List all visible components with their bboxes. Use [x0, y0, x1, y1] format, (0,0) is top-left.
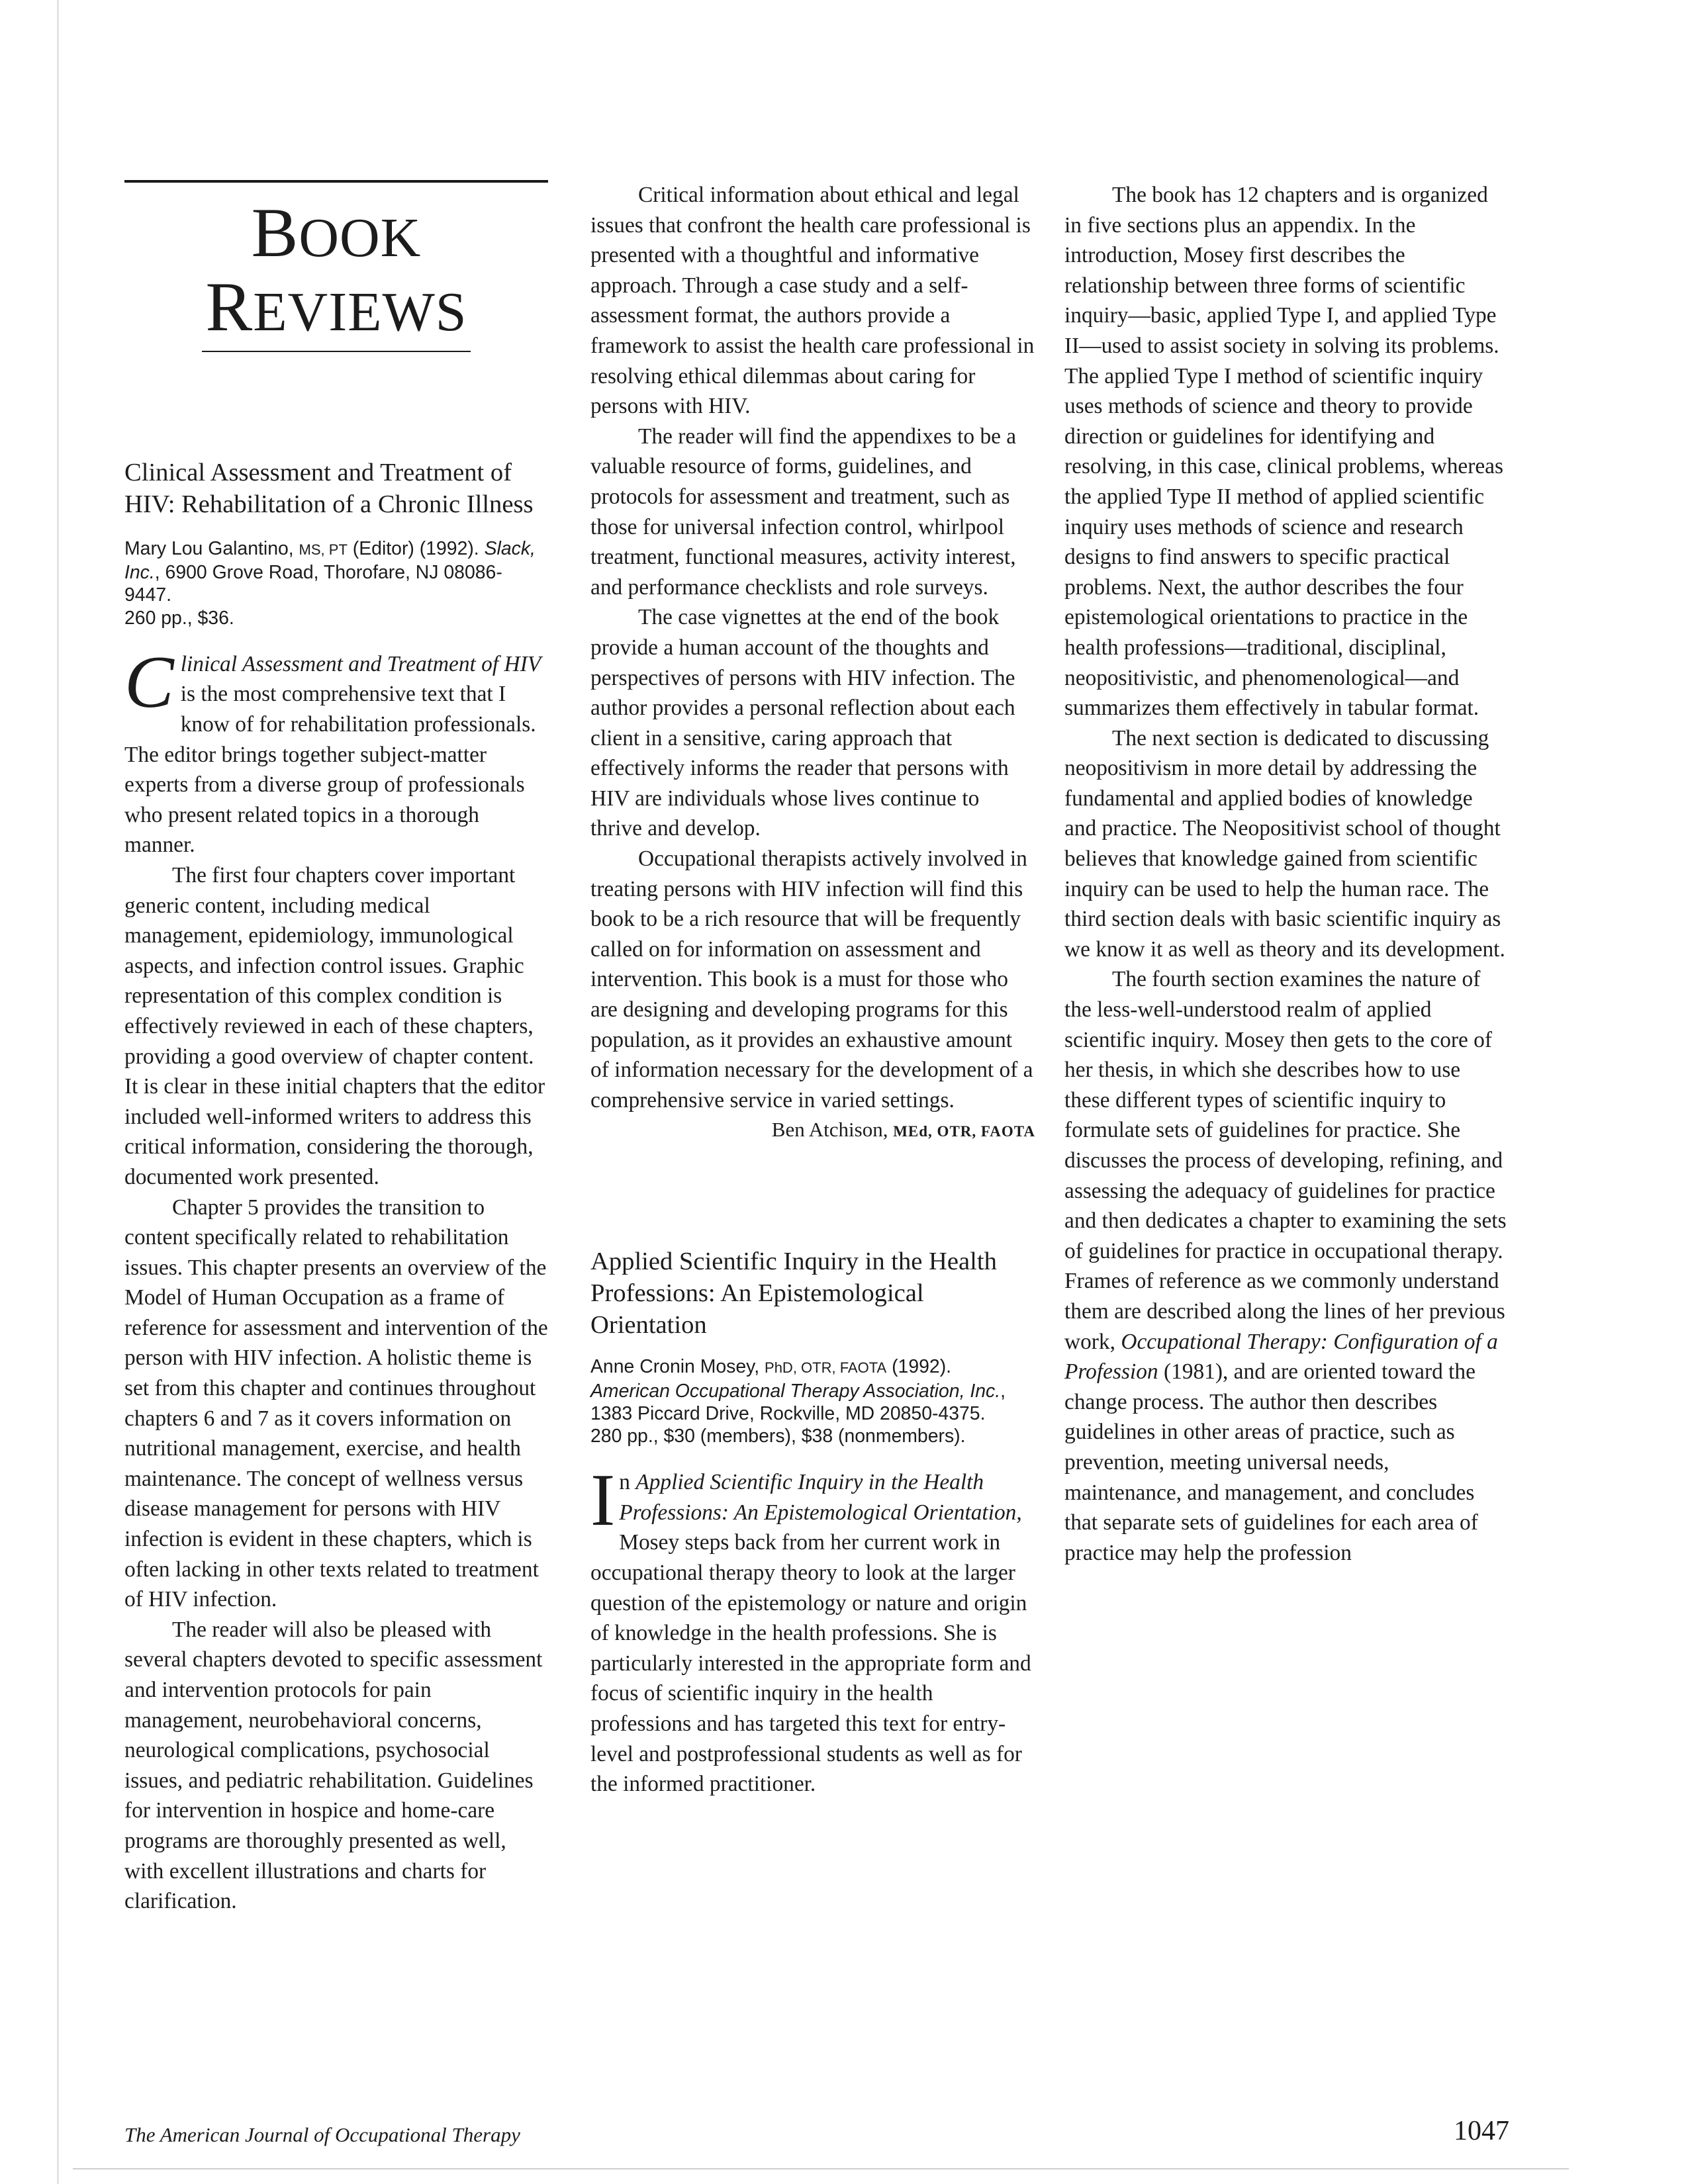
review-2-publisher: American Occupational Therapy Association, Inc.	[590, 1380, 1001, 1402]
review-1-book-title: Clinical Assessment and Treatment of HIV: Rehabilitation of a Chronic Illness	[124, 459, 534, 518]
title-initial-1: B	[251, 194, 299, 271]
review-2-paragraph-4-text-a: The fourth section examines the nature of the less-well-understood realm of applied scientific inquiry. Mosey then gets to the core of her thesis, in which she describes how to use these different types of scientific inquiry to formulate sets of guidelines for practice. She discusses the process of developing, refining, and assessing the adequacy of guidelines for practice and then dedicates a chapter to examining the sets of guidelines for practice in occupational therapy. Frames of reference as we commonly understand them are described along the lines of her previous work,	[1064, 967, 1507, 1354]
review-2-author-credentials: PhD, OTR, FAOTA	[765, 1359, 887, 1377]
review-2-paragraph-4-text-b: (1981), and are oriented toward the change process. The author then describes guidelines in other areas of practice, such as prevention, meeting universal needs, maintenance, and management, and concludes that separate sets of guidelines for each area of practice may help the profession	[1064, 1359, 1478, 1565]
review-1-reviewer-credentials: MEd, OTR, FAOTA	[893, 1123, 1035, 1140]
review-1-paragraph-8: Occupational therapists actively involved in treating persons with HIV infection will find this book to be a rich resource that will be frequently called on for information on assessment and intervention. This book is a must for those who are designing and developing programs for this population, as it provides an exhaustive amount of information necessary for the development of a comprehensive service in varied settings.	[590, 846, 1033, 1113]
column-3	[1064, 180, 1509, 1568]
column-1	[124, 180, 548, 1917]
section-title-line-1	[124, 194, 548, 273]
review-1-paragraph-5: Critical information about ethical and legal issues that confront the health care professional is presented with a thoughtful and informative approach. Through a case study and a self-assessment format, the authors provide a framework to assist the health care professional in resolving ethical dilemmas about caring for persons with HIV.	[590, 183, 1035, 419]
review-1-address: , 6900 Grove Road, Thorofare, NJ 08086-9447.	[124, 562, 502, 606]
journal-footer: The American Journal of Occupational Therapy	[124, 2123, 520, 2146]
title-rest-1: OOK	[299, 207, 422, 269]
review-1-paragraph-7: The case vignettes at the end of the book provide a human account of the thoughts and perspectives of persons with HIV infection. The author provides a personal reflection about each client in a sensitive, caring approach that effectively informs the reader that persons with HIV are individuals whose lives continue to thrive and develop.	[590, 605, 1015, 841]
review-2-book-title: Applied Scientific Inquiry in the Health Professions: An Epistemological Orientation	[590, 1248, 997, 1340]
title-rest-2: EVIEWS	[253, 281, 467, 343]
review-1-reviewer-name: Ben Atchison,	[771, 1118, 894, 1142]
review-1-intro-text: is the most comprehensive text that I know of for rehabilitation professionals. The editor brings together subject-matter experts from a diverse group of professionals who present related topics in a thorough manner.	[124, 682, 536, 858]
review-1-paragraph-3: Chapter 5 provides the transition to content specifically related to rehabilitation issues. This chapter presents an overview of the Model of Human Occupation as a frame of reference for assessment and intervention of the person with HIV infection. A holistic theme is set from this chapter and continues throughout chapters 6 and 7 as it covers information on nutritional management, exercise, and health maintenance. The concept of wellness versus disease management for persons with HIV infection is evident in these chapters, which is often lacking in other texts related to treatment of HIV infection.	[124, 1195, 548, 1612]
review-2-paragraph-1	[590, 1459, 1035, 1799]
review-2-intro-italic: Applied Scientific Inquiry in the Health Professions: An Epistemological Orientation,	[619, 1470, 1022, 1525]
review-2-citation	[590, 1355, 1035, 1447]
review-2-intro-lead: n	[619, 1470, 636, 1495]
review-1-intro-italic: linical Assessment and Treatment of HIV	[180, 651, 541, 676]
review-1-author-role: (Editor) (1992).	[347, 538, 479, 559]
review-1-paragraph-4: The reader will also be pleased with several chapters devoted to specific assessment and intervention protocols for pain management, neurobehavioral concerns, neurological complications, psychosocial issues, and pediatric rehabilitation. Guidelines for intervention in hospice and home-care programs are thoroughly presented as well, with excellent illustrations and charts for clarification.	[124, 1617, 543, 1914]
review-1-drop-cap: C	[124, 641, 174, 723]
title-initial-2: R	[205, 268, 254, 345]
review-1-paragraph-1	[124, 641, 548, 860]
review-2-paragraph-4	[1064, 964, 1509, 1568]
review-2-address: , 1383 Piccard Drive, Rockville, MD 20850-4375.	[590, 1380, 1006, 1424]
review-2-paragraph-3: The next section is dedicated to discussing neopositivism in more detail by addressing the fundamental and applied bodies of knowledge and practice. The Neopositivist school of thought believes that knowledge gained from scientific inquiry can be used to help the human race. The third section deals with basic scientific inquiry as we know it as well as theory and its development.	[1064, 725, 1505, 962]
review-2-drop-cap: I	[590, 1459, 616, 1542]
review-1-paragraph-6: The reader will find the appendixes to be a valuable resource of forms, guidelines, and protocols for assessment and treatment, such as those for universal infection control, whirlpool treatment, functional measures, activity interest, and performance checklists and role surveys.	[590, 424, 1017, 600]
section-title-line-2	[124, 268, 548, 347]
review-1-citation	[124, 537, 548, 629]
review-1-author: Mary Lou Galantino,	[124, 538, 299, 559]
review-2-cited-work: Occupational Therapy: Configuration of a Profession	[1064, 1329, 1498, 1385]
review-1-publisher: Slack, Inc.	[124, 538, 536, 584]
scan-edge	[57, 0, 59, 2184]
review-2-intro-text: Mosey steps back from her current work in occupational therapy theory to look at the larger question of the epistemology or nature and origin of knowledge in the health professions. She is particularly interested in the appropriate form and focus of scientific inquiry in the health professions and has targeted this text for entry-level and postprofessional students as well as for the informed practitioner.	[590, 1530, 1031, 1797]
section-title	[124, 183, 548, 347]
page-number: 1047	[1454, 2116, 1509, 2146]
column-2	[590, 180, 1035, 1799]
review-2-paragraph-2: The book has 12 chapters and is organized in five sections plus an appendix. In the introduction, Mosey first describes the relationship between three forms of scientific inquiry—basic, applied Type I, and applied Type II—used to assist society in solving its problems. The applied Type I method of scientific inquiry uses methods of science and theory to provide direction or guidelines for identifying and resolving, in this case, clinical problems, whereas the applied Type II method of applied scientific inquiry uses methods of science and research designs to find answers to specific practical problems. Next, the author describes the four epistemological orientations to practice in the health professions—traditional, disciplinal, neopositivistic, and phenomenological—and summarizes them effectively in tabular format.	[1064, 183, 1503, 721]
review-2-author-year: (1992).	[886, 1356, 952, 1378]
review-2-pages-price: 280 pp., $30 (members), $38 (nonmembers).	[590, 1426, 966, 1447]
review-1-paragraph-2: The first four chapters cover important generic content, including medical management, epidemiology, immunological aspects, and infection control issues. Graphic representation of this complex condition is effectively reviewed in each of these chapters, providing a good overview of chapter content. It is clear in these initial chapters that the editor included well-informed writers to address this critical information, considering the thorough, documented work presented.	[124, 862, 545, 1189]
review-1-signature	[590, 1115, 1035, 1146]
review-1-author-credentials: MS, PT	[299, 541, 348, 558]
review-2-author: Anne Cronin Mosey,	[590, 1356, 765, 1378]
review-1-pages-price: 260 pp., $36.	[124, 607, 234, 629]
scan-bottom-edge	[73, 2168, 1569, 2169]
